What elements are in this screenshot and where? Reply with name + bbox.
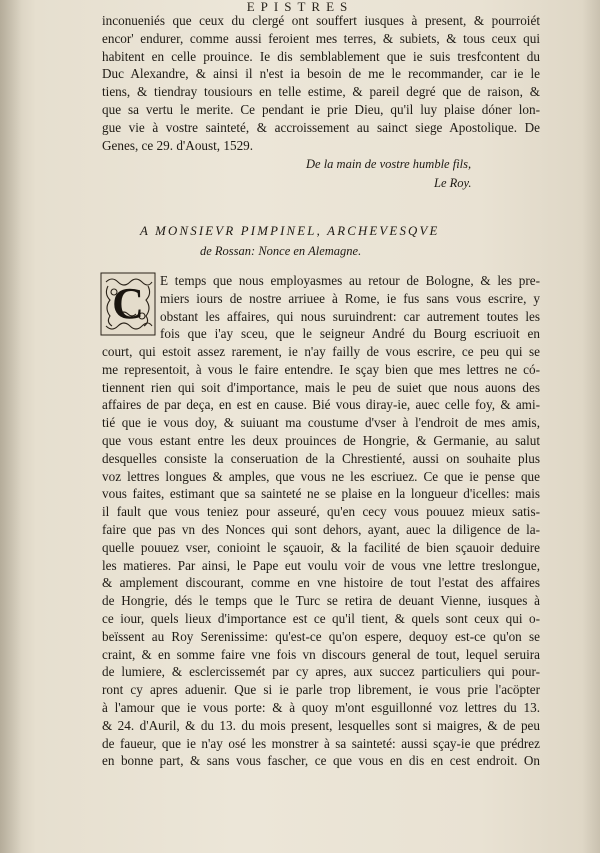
text-line: de faueur, que ie n'ay osé les monstrer à sa sainteté: aussi sçay-ie que prédrez xyxy=(102,735,540,751)
text-line: vous faites, estimant que sa sainteté ne se plaise en la longueur d'icelles: mais xyxy=(102,486,540,502)
page-gutter-shadow xyxy=(0,0,22,853)
signature-line-2: Le Roy. xyxy=(434,176,472,190)
text-line: que sa vertu le merite. Ce pendant ie prie Dieu, qu'il luy plaise dóner lon- xyxy=(102,101,540,117)
text-line: Genes, ce 29. d'Aoust, 1529. xyxy=(102,137,254,153)
text-line: habitent en celle prouince. Ie dis semblablement que ie suis tresfcontent du xyxy=(102,48,540,64)
ornamental-drop-cap xyxy=(100,272,156,336)
running-head: EPISTRES xyxy=(246,0,354,14)
text-line: Duc Alexandre, & ainsi il n'est ia besoin de me le recommander, car ie le xyxy=(102,66,540,82)
text-line: & amplement discourant, comme en vne histoire de tout l'estat des affaires xyxy=(102,575,540,591)
text-line: que vous estant entre les deux prouinces de Hongrie, & Germanie, au salut xyxy=(102,432,540,448)
text-line: obstant les affaires, qui nous suruindrent: car autrement toutes les xyxy=(160,308,540,324)
drop-cap-letter: C xyxy=(112,279,144,328)
drop-cap-ornament-icon xyxy=(100,272,156,336)
letter-heading: A MONSIEVR PIMPINEL, ARCHEVESQVE xyxy=(140,224,440,238)
letter-body xyxy=(102,343,540,770)
letter-opening-lines xyxy=(160,272,540,343)
text-line: de lumiere, & esclercissemét par cy apres, aux succez particuliers qui pour- xyxy=(102,664,540,680)
text-line: en bonne part, & sans vous fascher, ce que vous en dis en cest endroit. On xyxy=(102,753,540,769)
text-line: fois que i'ay sceu, que le seigneur André du Bourg escriuoit en xyxy=(160,326,540,342)
text-line: quelle pouuez vser, conioint le sçauoir, & la facilité de bien sçauoir deduire xyxy=(102,539,540,555)
text-line: tiennent rien qui soit d'importance, mais le peu de suiet que nous auons des xyxy=(102,379,540,395)
text-line: ce iour, quels lieux d'importance est ce qu'il tient, & quels sont ceux qui o- xyxy=(102,610,540,626)
text-line: à l'amour que ie vous porte: & à quoy m'ont esguillonné voz lettres du 13. xyxy=(102,699,540,715)
text-line: affaires de par deça, en est en cause. Bié vous diray-ie, auec celle foy, & ami- xyxy=(102,397,540,413)
signature-line-1: De la main de vostre humble fils, xyxy=(306,157,472,171)
text-line: faire que pas vn des Nonces qui sont dehors, ayant, auec la diligence de la- xyxy=(102,521,540,537)
text-line: tiens, & tiendray tousiours en telle estime, & pareil degré que de raison, & xyxy=(102,84,540,100)
page-edge-shadow xyxy=(582,0,600,853)
text-line: gue vie à vostre sainteté, & accroissement au sainct siege Apostolique. De xyxy=(102,119,540,135)
text-line: & 24. d'Auril, & du 13. du mois present, lesquelles sont si maigres, & de peu xyxy=(102,717,540,733)
text-line: miers iours de nostre arriuee à Rome, ie fus sans vous escrire, y xyxy=(160,290,540,306)
text-line: de Hongrie, dés le temps que le Turc se retira de deuant Vienne, iusques à xyxy=(102,593,540,609)
text-line: encor' endurer, comme aussi feroient mes terres, & subiets, & tous ceux qui xyxy=(102,30,540,46)
text-line: tié que ie vous doy, & suiuant ma coustume d'vser à l'endroit de mes amis, xyxy=(102,415,540,431)
text-line: ront cy apres aduenir. Que si ie parle trop librement, ie vous prie l'acöpter xyxy=(102,682,540,698)
letter-subheading: de Rossan: Nonce en Alemagne. xyxy=(200,244,362,258)
text-line: il fault que vous teniez pour asseuré, qu'en cecy vous pouuez mieux satis- xyxy=(102,504,540,520)
text-line: me representoit, à vous le faire entendre. Ie sçay bien que mes lettres ne có- xyxy=(102,361,540,377)
previous-letter-ending xyxy=(102,12,540,154)
text-line: voz lettres longues & amples, que vous ne les escriuez. Ce que ie pense que xyxy=(102,468,540,484)
text-line: beïssent au Roy Serenissime: qu'est-ce qu'on espere, dequoy est-ce qu'on se xyxy=(102,628,540,644)
text-line: court, qui estoit assez rarement, ie n'ay failly de vous escrire, ce peu qui se xyxy=(102,344,540,359)
text-line: craint, & en somme faire vne fois vn discours general de tout, lequel seruira xyxy=(102,646,540,662)
text-line: desquelles consiste la conseruation de la Chrestienté, aussi on souhaite plus xyxy=(102,450,540,466)
text-line: les matieres. Par ainsi, le Pape eut voulu voir de vous vne lettre treslongue, xyxy=(102,557,540,573)
text-line: E temps que nous employasmes au retour de Bologne, & les pre- xyxy=(160,273,540,288)
text-line: inconueniés que ceux du clergé ont souffert iusques à present, & pourroiét xyxy=(102,13,540,28)
